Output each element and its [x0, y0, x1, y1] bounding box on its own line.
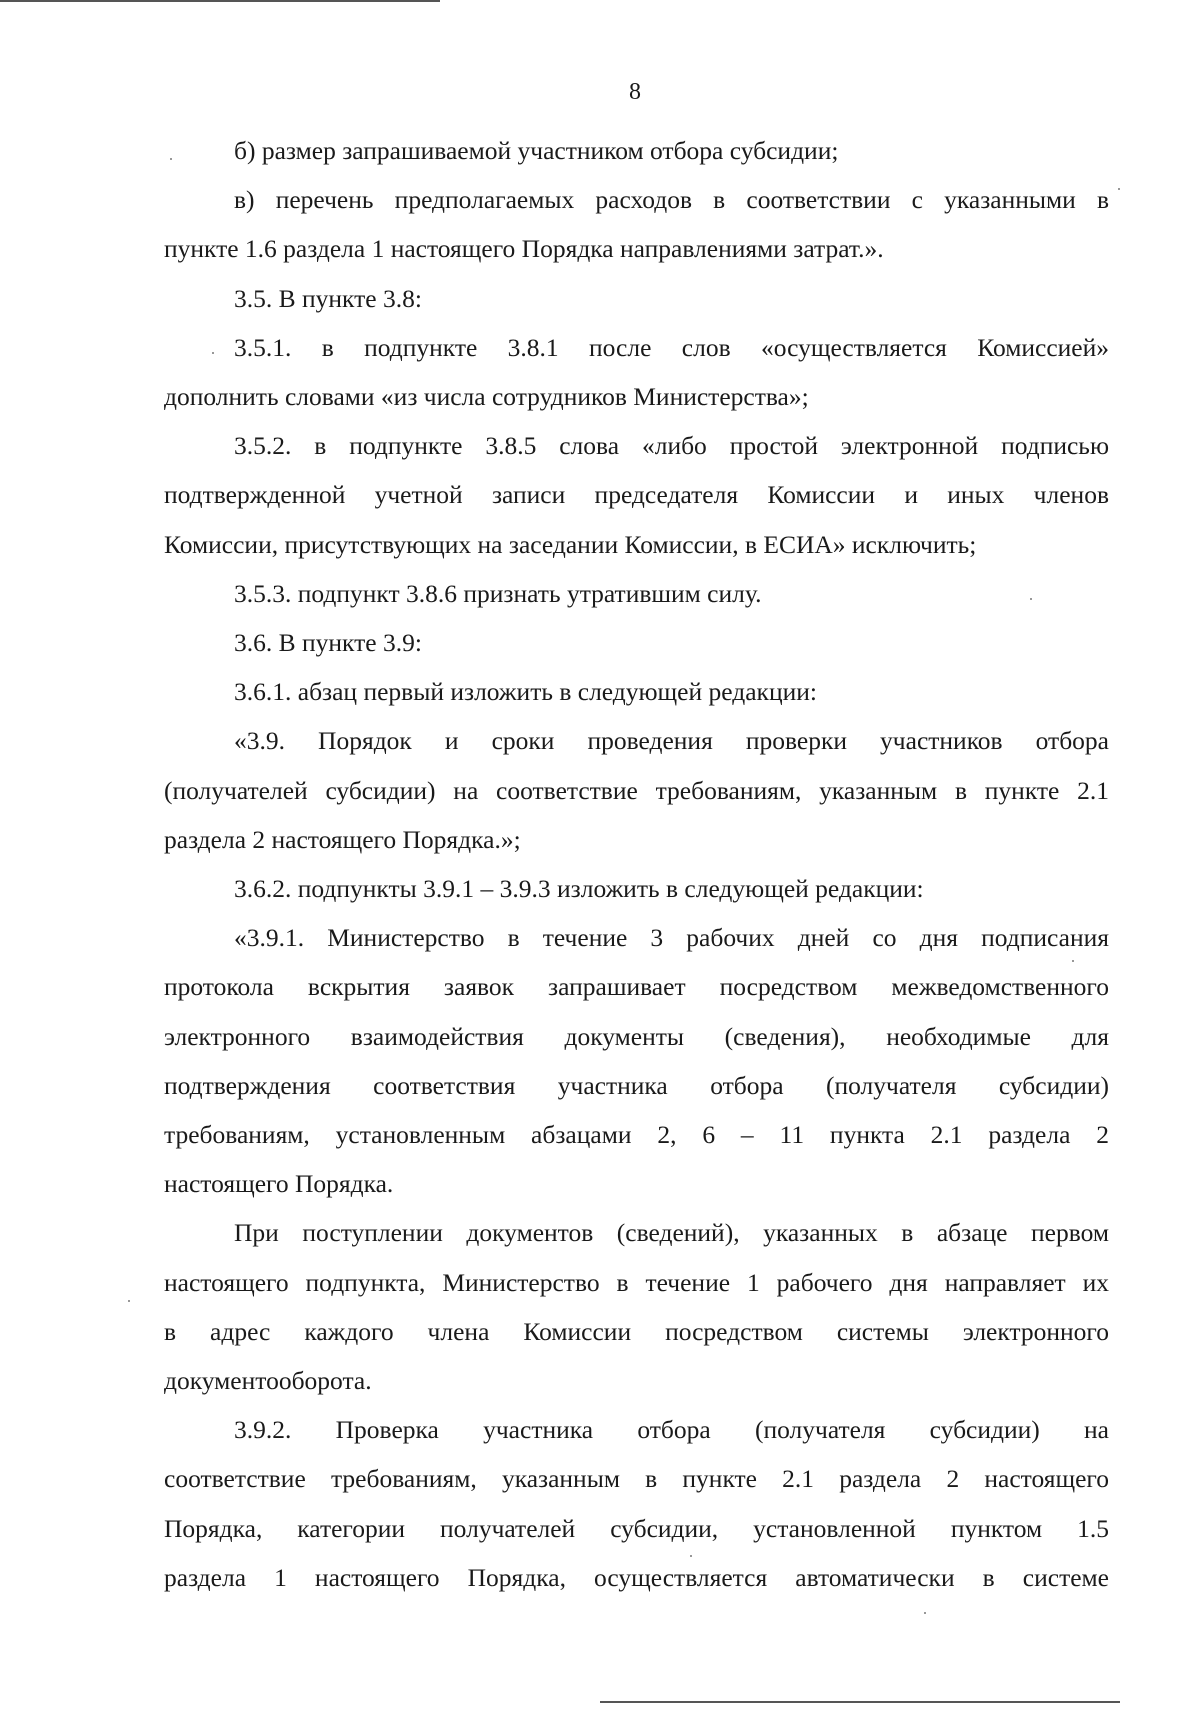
scan-speck	[1030, 598, 1032, 600]
bottom-scan-edge-line	[600, 1701, 1120, 1703]
text-line: «3.9.1. Министерство в течение 3 рабочих дней со дня подписания	[234, 923, 1109, 953]
scan-speck	[1072, 960, 1074, 962]
text-line: в) перечень предполагаемых расходов в соответствии с указанными в	[234, 185, 1109, 215]
text-line: требованиям, установленным абзацами 2, 6 – 11 пункта 2.1 раздела 2	[164, 1120, 1109, 1150]
text-line: в адрес каждого члена Комиссии посредством системы электронного	[164, 1316, 1109, 1346]
text-line: 3.5.3. подпункт 3.8.6 признать утратившим силу.	[234, 578, 762, 608]
scan-speck	[128, 1300, 130, 1302]
text-line: подтвержденной учетной записи председателя Комиссии и иных членов	[164, 480, 1109, 510]
scan-speck	[690, 1555, 692, 1557]
text-line: 3.5. В пункте 3.8:	[234, 283, 422, 313]
top-scan-edge-line	[0, 0, 440, 2]
text-line: 3.6. В пункте 3.9:	[234, 628, 422, 658]
text-line: подтверждения соответствия участника отбора (получателя субсидии)	[164, 1070, 1109, 1100]
text-line: электронного взаимодействия документы (сведения), необходимые для	[164, 1021, 1109, 1051]
text-line: настоящего подпункта, Министерство в течение 1 рабочего дня направляет их	[164, 1267, 1109, 1297]
text-line: раздела 1 настоящего Порядка, осуществляется автоматически в системе	[164, 1562, 1109, 1592]
text-line: протокола вскрытия заявок запрашивает посредством межведомственного	[164, 972, 1109, 1002]
text-line: 3.9.2. Проверка участника отбора (получателя субсидии) на	[234, 1415, 1109, 1445]
text-line: раздела 2 настоящего Порядка.»;	[164, 824, 521, 854]
text-line: При поступлении документов (сведений), указанных в абзаце первом	[234, 1218, 1109, 1248]
text-line: 3.6.2. подпункты 3.9.1 – 3.9.3 изложить в следующей редакции:	[234, 874, 924, 904]
text-line: настоящего Порядка.	[164, 1169, 394, 1199]
text-line: Комиссии, присутствующих на заседании Комиссии, в ЕСИА» исключить;	[164, 529, 977, 559]
text-line: «3.9. Порядок и сроки проведения проверки участников отбора	[234, 726, 1109, 756]
document-body	[164, 126, 1109, 1602]
text-line: документооборота.	[164, 1366, 372, 1396]
text-line: (получателей субсидии) на соответствие требованиям, указанным в пункте 2.1	[164, 775, 1109, 805]
text-line: 3.5.2. в подпункте 3.8.5 слова «либо простой электронной подписью	[234, 431, 1109, 461]
text-line: Порядка, категории получателей субсидии, установленной пунктом 1.5	[164, 1513, 1109, 1543]
text-line: дополнить словами «из числа сотрудников Министерства»;	[164, 382, 809, 412]
scan-speck	[212, 352, 214, 354]
text-line: пункте 1.6 раздела 1 настоящего Порядка направлениями затрат.».	[164, 234, 884, 264]
text-line: б) размер запрашиваемой участником отбора субсидии;	[234, 136, 839, 165]
text-line: 3.6.1. абзац первый изложить в следующей редакции:	[234, 677, 817, 707]
scan-speck	[170, 158, 172, 160]
scan-speck	[1118, 188, 1120, 190]
page-number: 8	[629, 79, 641, 105]
scan-speck	[924, 1612, 926, 1614]
text-line: соответствие требованиям, указанным в пункте 2.1 раздела 2 настоящего	[164, 1464, 1109, 1494]
text-line: 3.5.1. в подпункте 3.8.1 после слов «осуществляется Комиссией»	[234, 332, 1109, 362]
